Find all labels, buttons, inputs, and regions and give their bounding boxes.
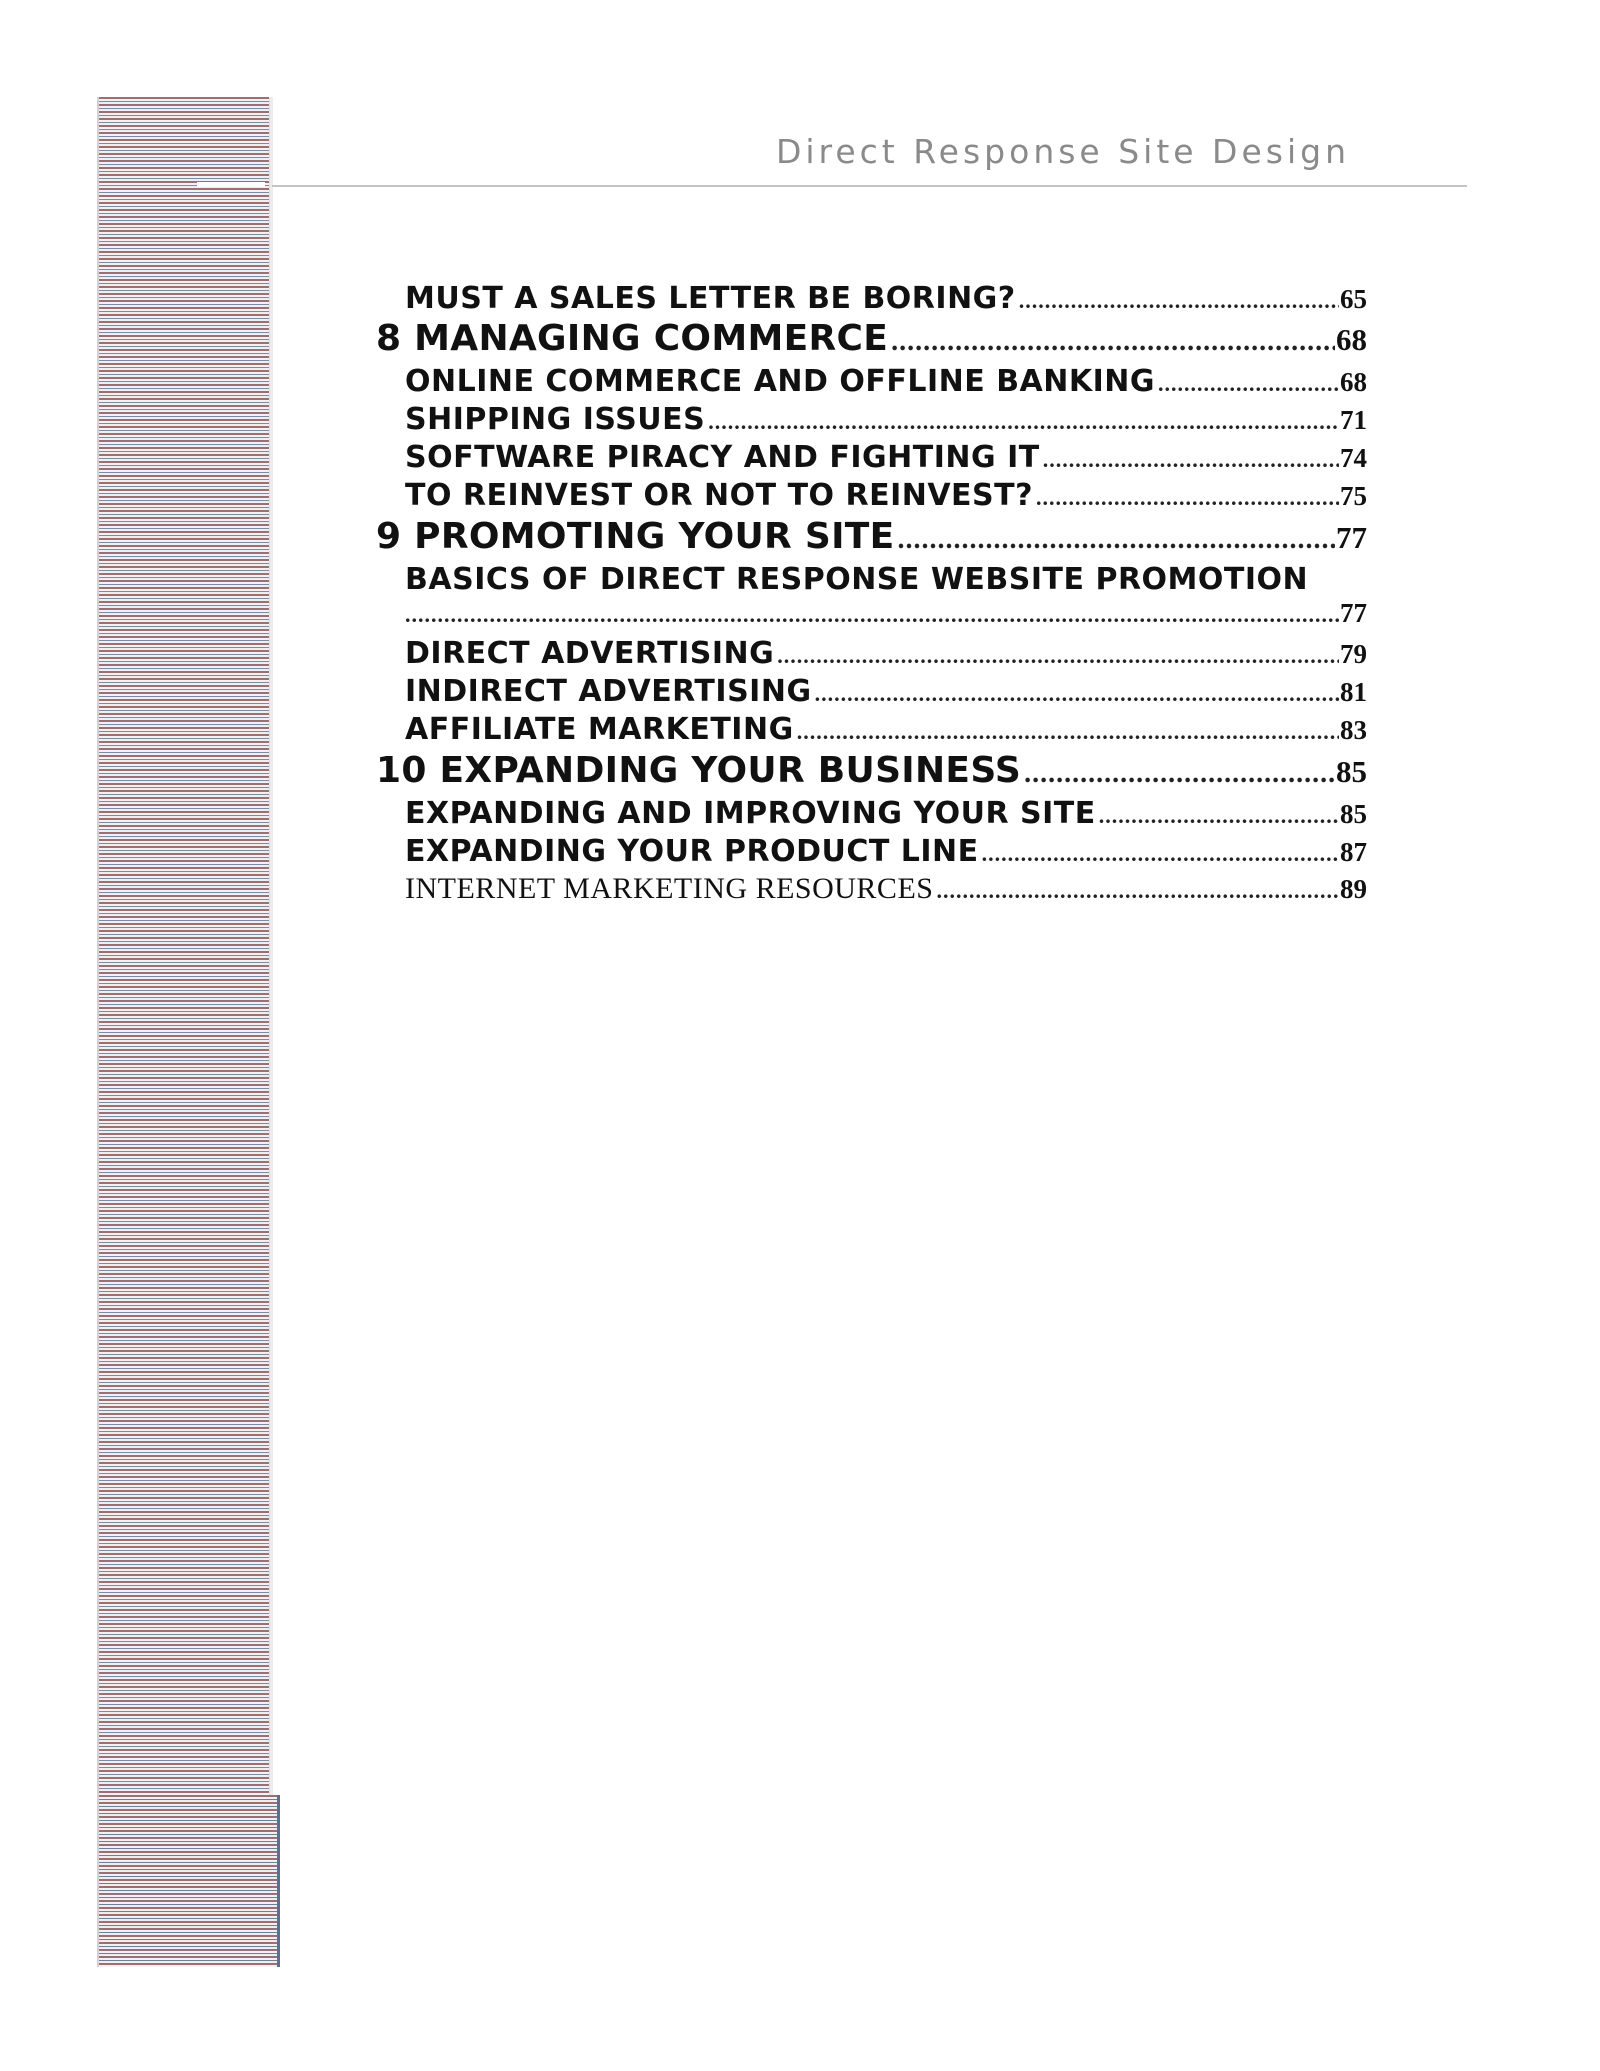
- toc-entry-title: MUST A SALES LETTER BE BORING?: [405, 281, 1016, 316]
- toc-entry-page: 74: [1340, 443, 1367, 473]
- dot-leader: [982, 841, 1339, 867]
- toc-entry-title: EXPANDING AND IMPROVING YOUR SITE: [405, 796, 1096, 831]
- toc-entry-page: 81: [1340, 677, 1367, 707]
- toc-entry-page: 68: [1340, 367, 1367, 397]
- running-header: Direct Response Site Design: [775, 132, 1350, 171]
- toc-entry[interactable]: [405, 402, 1367, 437]
- dot-leader: [815, 681, 1339, 707]
- toc-chapter-page: 77: [1336, 520, 1367, 555]
- toc-chapter[interactable]: [376, 750, 1367, 791]
- toc-entry[interactable]: [405, 796, 1367, 831]
- toc-chapter-title: 8 MANAGING COMMERCE: [376, 318, 889, 359]
- toc-chapter[interactable]: [376, 318, 1367, 359]
- toc-entry-continuation[interactable]: [405, 598, 1367, 629]
- dot-leader: [898, 524, 1335, 556]
- toc-entry[interactable]: [405, 364, 1367, 399]
- dot-leader: [405, 602, 1339, 628]
- toc-entry-page: 89: [1340, 874, 1367, 904]
- toc-entry-page: 65: [1340, 284, 1367, 314]
- toc-entry[interactable]: [405, 478, 1367, 513]
- toc-entry-title: SHIPPING ISSUES: [405, 402, 706, 437]
- dot-leader: [1043, 447, 1339, 473]
- toc-entry-title: AFFILIATE MARKETING: [405, 712, 794, 747]
- toc-entry[interactable]: [405, 281, 1367, 316]
- toc-entry-title: SOFTWARE PIRACY AND FIGHTING IT: [405, 440, 1040, 475]
- dot-leader: [1024, 758, 1335, 790]
- toc-entry-page: 75: [1340, 481, 1367, 511]
- dot-leader: [891, 326, 1335, 358]
- toc-chapter[interactable]: [376, 516, 1367, 557]
- dot-leader: [777, 643, 1339, 669]
- toc-entry-page: 87: [1340, 837, 1367, 867]
- toc-chapter-title: 9 PROMOTING YOUR SITE: [376, 516, 895, 557]
- toc-entry[interactable]: [405, 674, 1367, 709]
- dot-leader: [1158, 371, 1339, 397]
- toc-entry[interactable]: [405, 834, 1367, 869]
- toc-entry-page: 79: [1340, 639, 1367, 669]
- toc-entry[interactable]: [405, 636, 1367, 671]
- toc-entry-title: ONLINE COMMERCE AND OFFLINE BANKING: [405, 364, 1156, 399]
- toc-entry[interactable]: [405, 440, 1367, 475]
- toc-chapter-title: 10 EXPANDING YOUR BUSINESS: [376, 750, 1022, 791]
- toc-entry[interactable]: [405, 712, 1367, 747]
- toc-entry-title: INDIRECT ADVERTISING: [405, 674, 812, 709]
- dot-leader: [1019, 288, 1339, 314]
- toc-entry-title: INTERNET MARKETING RESOURCES: [405, 872, 934, 905]
- toc-entry-title-wrapped[interactable]: BASICS OF DIRECT RESPONSE WEBSITE PROMOTION: [405, 562, 1309, 597]
- dot-leader: [708, 409, 1339, 435]
- dot-leader: [797, 719, 1339, 745]
- toc-chapter-page: 68: [1336, 322, 1367, 357]
- dot-leader: [1036, 485, 1339, 511]
- toc-entry-page: 71: [1340, 405, 1367, 435]
- toc-entry[interactable]: [405, 872, 1367, 906]
- toc-entry-page: 77: [1340, 598, 1367, 628]
- toc-entry-page: 83: [1340, 715, 1367, 745]
- toc-entry-title: TO REINVEST OR NOT TO REINVEST?: [405, 478, 1034, 513]
- toc-entry-title: DIRECT ADVERTISING: [405, 636, 775, 671]
- dot-leader: [1099, 803, 1339, 829]
- toc-entry-title: EXPANDING YOUR PRODUCT LINE: [405, 834, 979, 869]
- toc-entry-page: 85: [1340, 799, 1367, 829]
- toc-chapter-page: 85: [1336, 754, 1367, 789]
- dot-leader: [936, 878, 1339, 904]
